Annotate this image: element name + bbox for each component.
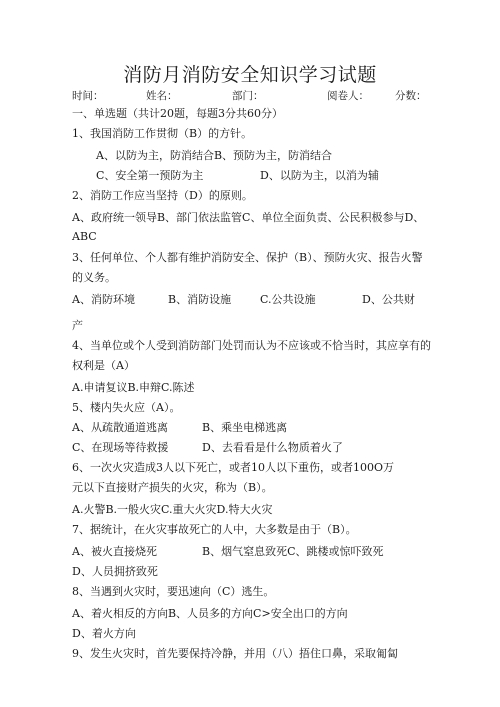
q7-options-bc: B、烟气窒息致死C、跳楼或惊吓致死 (202, 545, 384, 558)
q1-stem: 1、我国消防工作贯彻（B）的方针。 (72, 127, 253, 140)
q3-option-b: B、消防设施 (168, 293, 232, 306)
q1-options-ab: A、以防为主，防消结合B、预防为主，防消结合 (96, 149, 333, 162)
q5-option-a: A、从疏散通道逃离 (72, 421, 168, 434)
q6-stem-line1: 6、一次火灾造成3人以下死亡，或者10人以下重伤，或者100O万 (72, 461, 395, 474)
q3-stem-line2: 的义务。 (72, 271, 116, 284)
name-field-label: 姓名： (146, 90, 178, 102)
q1-option-c: C、安全第一预防为主 (96, 169, 204, 182)
q4-stem-line2: 权利是（A） (72, 359, 135, 372)
q8-option-d: D、着火方向 (72, 627, 136, 640)
section-heading: 一、单选题（共计20题，每题3分共60分） (72, 107, 283, 120)
q3-option-d: D、公共财 (362, 293, 415, 306)
q2-options: A、政府统一领导B、部门依法监管C、单位全面负责、公民积极参与D、 (72, 211, 425, 224)
q5-stem: 5、楼内失火应（A）。 (72, 401, 181, 414)
q7-option-a: A、被火直接烧死 (72, 545, 157, 558)
q2-stem: 2、消防工作应当坚持（D）的原则。 (72, 189, 253, 202)
q7-stem: 7、据统计，在火灾事故死亡的人中，大多数是由于（B）。 (72, 523, 357, 536)
q6-options: A.火警B.一般火灾C.重大火灾D.特大火灾 (72, 503, 273, 516)
q8-stem: 8、当遇到火灾时，要迅速向（C）逃生。 (72, 585, 275, 598)
department-field-label: 部门： (232, 90, 264, 102)
q3-option-d-cont: 产 (72, 319, 83, 332)
q5-option-d: D、去看看是什么物质着火了 (202, 441, 343, 454)
q7-option-d: D、人员拥挤致死 (72, 565, 158, 578)
exam-header-fields (72, 88, 432, 104)
q3-option-c: C.公共设施 (260, 293, 316, 306)
q5-option-c: C、在现场等待救援 (72, 441, 169, 454)
time-field-label: 时间： (72, 90, 104, 102)
page-title: 消防月消防安全知识学习试题 (123, 64, 377, 86)
q5-option-b: B、乘坐电梯逃离 (202, 421, 288, 434)
q1-option-d: D、以防为主，以消为辅 (260, 169, 379, 182)
q8-options-abc: A、着火相反的方向B、人员多的方向C>安全出口的方向 (72, 607, 348, 620)
score-field-label: 分数： (395, 90, 427, 102)
reviewer-field-label: 阅卷人： (327, 90, 369, 102)
q2-option-d-cont: ABC (72, 230, 97, 243)
q4-stem-line1: 4、当单位或个人受到消防部门处罚而认为不应该或不恰当时，其应享有的 (72, 339, 431, 352)
q4-options: A.申请复议B.申辩C.陈述 (72, 381, 195, 394)
q6-stem-line2: 元以下直接财产损失的火灾，称为（B）。 (72, 481, 273, 494)
q3-option-a: A、消防环境 (72, 293, 135, 306)
q3-stem-line1: 3、任何单位、个人都有维护消防安全、保护（B）、预防火灾、报告火警 (72, 251, 423, 264)
q9-stem: 9、发生火灾时，首先要保持冷静，并用（八）捂住口鼻，采取匍匐 (72, 647, 398, 660)
